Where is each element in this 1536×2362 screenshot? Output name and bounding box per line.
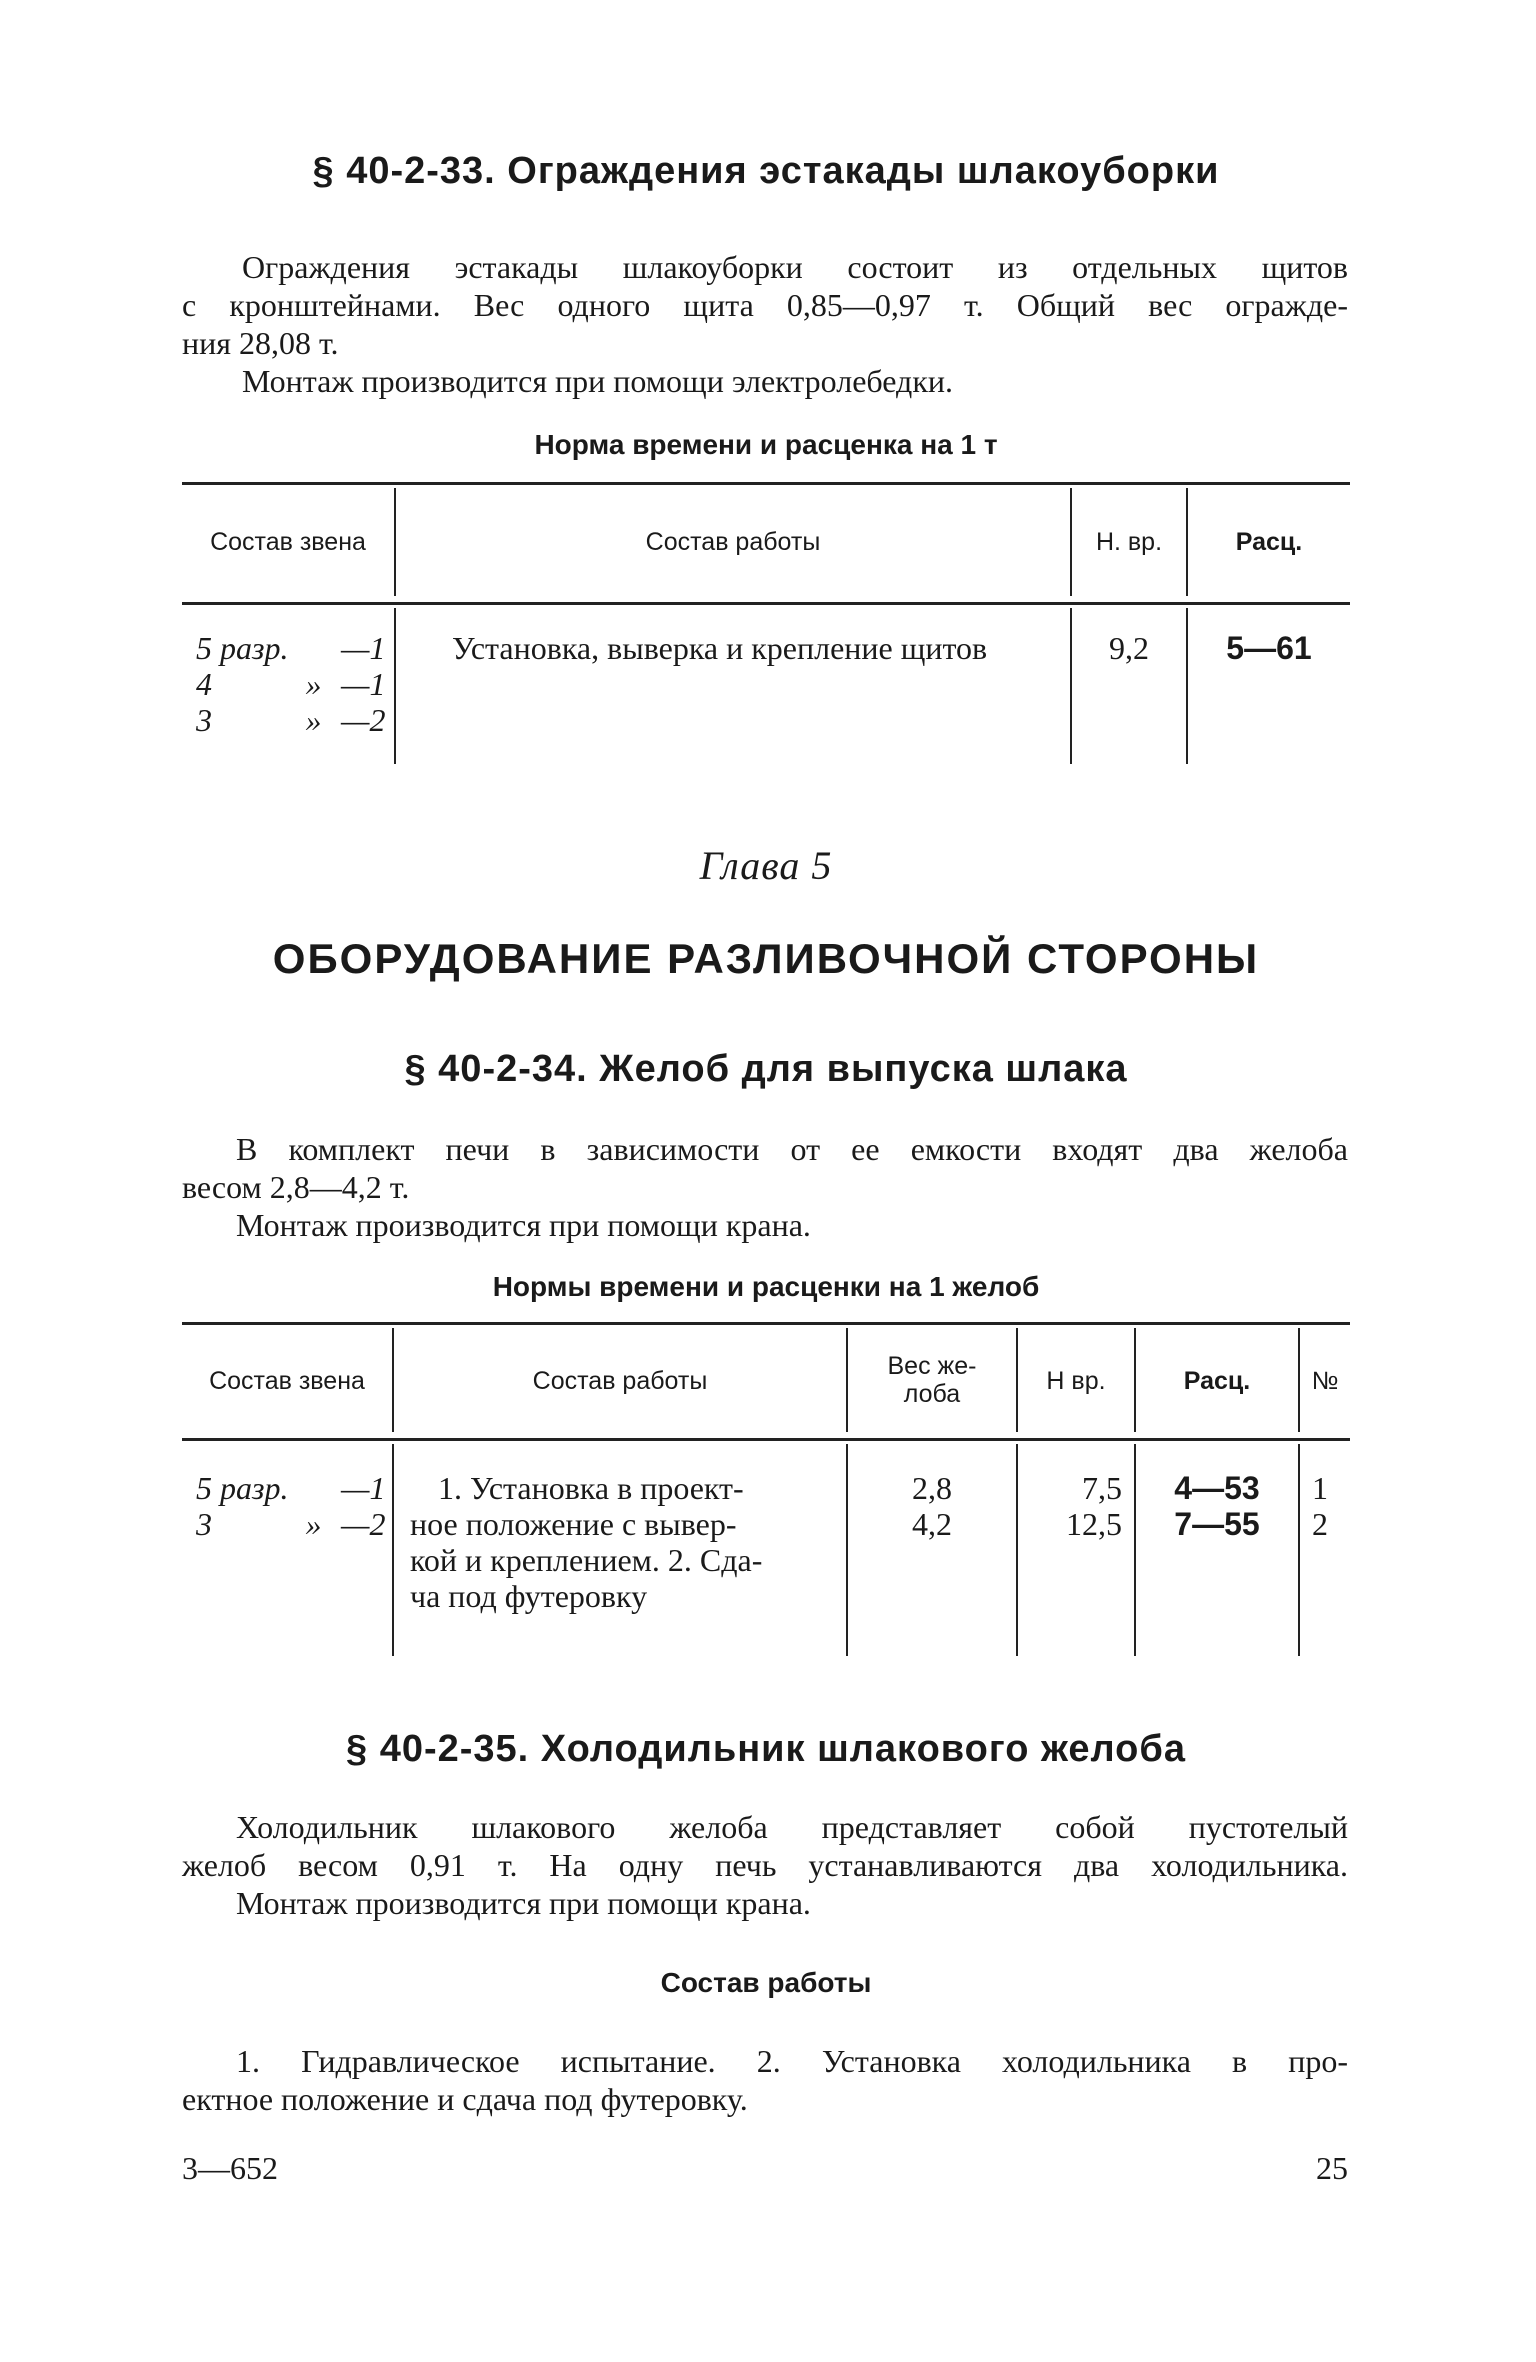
- work-line: 1. Установка в проект-: [438, 1470, 744, 1506]
- header-norm-time: Н вр.: [1046, 1367, 1106, 1395]
- paragraph-line: 1. Гидравлическое испытание. 2. Установка холодильника в про-: [236, 2043, 1348, 2079]
- rate-values: [1136, 1470, 1298, 1542]
- table-rule: [182, 1322, 1350, 1325]
- paragraph-line: Монтаж производится при помощи электролебедки.: [242, 363, 953, 399]
- section-3-mounting-note: [236, 1884, 811, 1922]
- paragraph-line: Холодильник шлакового желоба представляет собой пустотелый: [236, 1809, 1348, 1845]
- paragraph-line: Монтаж производится при помощи крана.: [236, 1885, 811, 1921]
- rate-value: 4—53: [1174, 1470, 1260, 1506]
- crew-row: 3 » —2: [196, 1506, 386, 1542]
- crew-row: 3 » —2: [196, 702, 386, 738]
- norms-table-2: [182, 1322, 1350, 1656]
- paragraph-line: ния 28,08 т.: [182, 325, 339, 361]
- crew-row: 4 » —1: [196, 666, 386, 702]
- norm-time-values: [1018, 1470, 1122, 1542]
- table-1-caption: Норма времени и расценка на 1 т: [534, 429, 998, 460]
- paragraph-line: В комплект печи в зависимости от ее емкости входят два желоба: [236, 1131, 1348, 1167]
- crew-row: 5 разр. —1: [196, 630, 386, 666]
- paragraph-line: Монтаж производится при помощи крана.: [236, 1207, 811, 1243]
- header-weight: Вес же- лоба: [887, 1352, 977, 1408]
- section-2-mounting-note: [236, 1206, 811, 1244]
- paragraph-line: с кронштейнами. Вес одного щита 0,85—0,97 т. Общий вес огражде-: [182, 287, 1348, 323]
- header-work: Состав работы: [532, 1367, 708, 1395]
- header-norm-time: Н. вр.: [1095, 528, 1163, 556]
- header-work: Состав работы: [645, 528, 821, 556]
- section-2-paragraph: [236, 1130, 1348, 1168]
- header-rate: Расц.: [1235, 528, 1303, 556]
- section-3-work-list-cont: [182, 2080, 748, 2118]
- paragraph-line: ектное положение и сдача под футеровку.: [182, 2081, 748, 2117]
- crew-composition: [196, 1470, 386, 1542]
- table-rule: [182, 1438, 1350, 1441]
- page-number: 25: [1316, 2150, 1348, 2186]
- table-divider: [394, 608, 396, 764]
- header-rate: Расц.: [1183, 1367, 1251, 1395]
- section-title-40-2-34: § 40-2-34. Желоб для выпуска шлака: [404, 1048, 1128, 1090]
- section-3-subheading: Состав работы: [660, 1967, 872, 1998]
- section-3-work-list: [236, 2042, 1348, 2080]
- work-description: [410, 1470, 836, 1614]
- weight-values: [848, 1470, 1016, 1542]
- section-1-mounting-note: [242, 362, 953, 400]
- paragraph-line: желоб весом 0,91 т. На одну печь устанавливаются два холодильника.: [182, 1847, 1348, 1883]
- norm-time-value: 9,2: [1109, 630, 1149, 666]
- section-title-40-2-33: § 40-2-33. Ограждения эстакады шлакоуборки: [312, 150, 1220, 192]
- rate-value: 7—55: [1174, 1506, 1260, 1542]
- work-line: кой и креплением. 2. Сда-: [410, 1542, 763, 1578]
- norm-time-value: 7,5: [1082, 1470, 1122, 1506]
- header-number: №: [1311, 1367, 1339, 1395]
- weight-value: 4,2: [912, 1506, 952, 1542]
- rate-value: 5—61: [1226, 630, 1312, 666]
- table-divider: [392, 1444, 394, 1656]
- crew-composition: [196, 630, 386, 738]
- printer-signature: 3—652: [182, 2150, 278, 2186]
- weight-value: 2,8: [912, 1470, 952, 1506]
- paragraph-line: Ограждения эстакады шлакоуборки состоит из отдельных щитов: [242, 249, 1348, 285]
- table-rule: [182, 602, 1350, 605]
- chapter-label: Глава 5: [699, 843, 833, 888]
- header-crew: Состав звена: [209, 1367, 365, 1395]
- section-title-40-2-35: § 40-2-35. Холодильник шлакового желоба: [346, 1728, 1186, 1770]
- table-2-caption: Нормы времени и расценки на 1 желоб: [492, 1271, 1040, 1302]
- paragraph-line: весом 2,8—4,2 т.: [182, 1169, 410, 1205]
- norms-table-1: [182, 482, 1350, 764]
- table-rule: [182, 482, 1350, 485]
- row-number: 2: [1312, 1506, 1328, 1542]
- section-2-paragraph-cont: [182, 1168, 409, 1206]
- crew-row: 5 разр. —1: [196, 1470, 386, 1506]
- section-3-paragraph-cont: [182, 1846, 1348, 1884]
- norm-time-value: 12,5: [1066, 1506, 1122, 1542]
- work-line: ча под футеровку: [410, 1578, 648, 1614]
- table-divider: [1298, 1444, 1300, 1656]
- section-3-paragraph: [236, 1808, 1348, 1846]
- row-numbers: [1312, 1470, 1350, 1542]
- header-crew: Состав звена: [210, 528, 366, 556]
- section-1-paragraph-cont: [182, 286, 1348, 362]
- work-line: ное положение с вывер-: [410, 1506, 737, 1542]
- chapter-title: ОБОРУДОВАНИЕ РАЗЛИВОЧНОЙ СТОРОНЫ: [272, 935, 1260, 982]
- section-1-paragraph: [242, 248, 1348, 286]
- work-description: Установка, выверка и крепление щитов: [452, 630, 988, 666]
- row-number: 1: [1312, 1470, 1328, 1506]
